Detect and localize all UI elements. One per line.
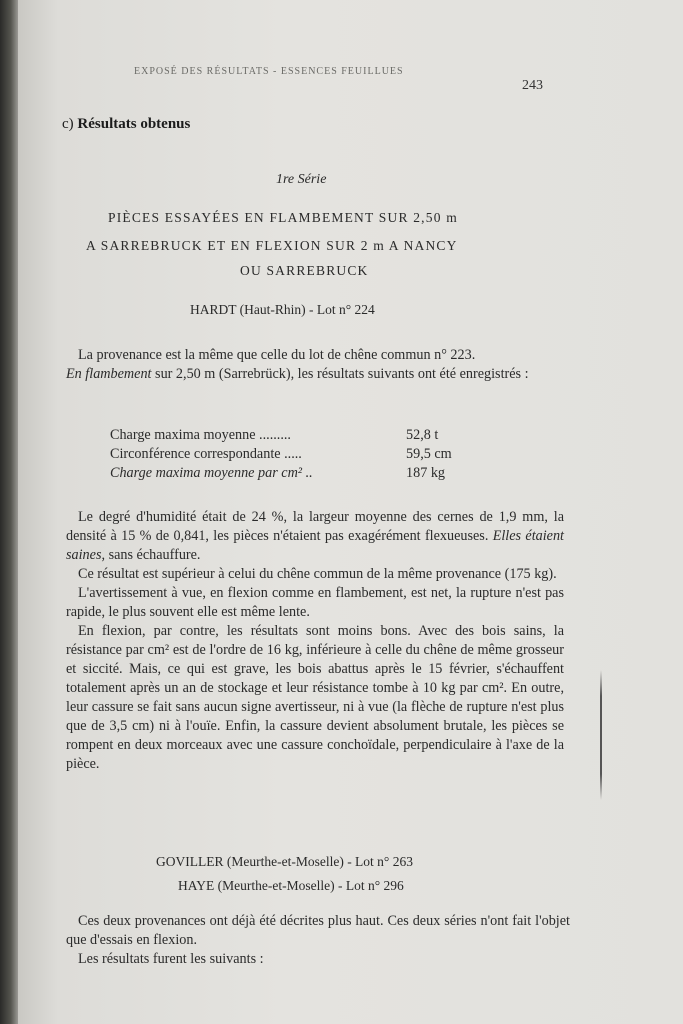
result-value: 59,5 cm	[406, 446, 452, 462]
book-gutter	[0, 0, 18, 1024]
flambement-rest: sur 2,50 m (Sarrebrück), les résultats suivants ont été enregistrés :	[151, 366, 529, 382]
paragraph-provenance-text: La provenance est la même que celle du lot de chêne commun n° 223.	[78, 347, 476, 363]
paragraph-provenances-text: Ces deux provenances ont déjà été décrites plus haut. Ces deux séries n'ont fait l'objet que d'essais en flexion.	[66, 913, 570, 948]
lot-heading-haye: HAYE (Meurthe-et-Moselle) - Lot n° 296	[178, 878, 404, 893]
main-heading-line-1: PIÈCES ESSAYÉES EN FLAMBEMENT SUR 2,50 m	[108, 210, 458, 225]
paragraph-provenance	[66, 346, 564, 384]
main-heading-line-2: A SARREBRUCK ET EN FLEXION SUR 2 m A NANCY	[86, 238, 458, 253]
paragraph-resultats-suivants: Les résultats furent les suivants :	[78, 951, 264, 967]
lot-heading-hardt: HARDT (Haut-Rhin) - Lot n° 224	[190, 302, 375, 317]
section-title-text: Résultats obtenus	[77, 116, 191, 132]
book-page	[18, 0, 683, 1024]
saines-italic: Elles étaient saines,	[66, 528, 565, 563]
result-value: 187 kg	[406, 465, 446, 481]
results-table	[110, 426, 490, 483]
result-label: Circonférence correspondante .....	[110, 446, 302, 462]
result-value: 52,8 t	[406, 427, 439, 443]
page-number: 243	[522, 78, 543, 93]
result-label: Charge maxima moyenne par cm² ..	[110, 465, 313, 481]
humidite-text-1: Le degré d'humidité était de 24 %, la largeur moyenne des cernes de 1,9 mm, la densité à 15 % de 0,841, les pièces n'étaient pas exagérément flexueuses.	[66, 509, 564, 544]
lot-heading-goviller: GOVILLER (Meurthe-et-Moselle) - Lot n° 263	[156, 854, 413, 869]
running-head: EXPOSÉ DES RÉSULTATS - ESSENCES FEUILLUES	[134, 66, 404, 77]
paragraph-humidite-text	[66, 508, 564, 565]
paragraph-avertissement: L'avertissement à vue, en flexion comme en flambement, est net, la rupture n'est pas rapide, le plus souvent elle est même lente.	[66, 585, 564, 620]
humidite-text-2: sans échauffure.	[105, 547, 201, 563]
paragraph-resultat: Ce résultat est supérieur à celui du chêne commun de la même provenance (175 kg).	[78, 566, 557, 582]
section-prefix: c)	[62, 116, 74, 132]
margin-pencil-mark	[600, 670, 602, 800]
section-title	[62, 116, 190, 133]
paragraph-provenances	[66, 912, 570, 969]
result-row	[110, 426, 490, 445]
paragraph-flexion: En flexion, par contre, les résultats sont moins bons. Avec des bois sains, la résistance par cm² est de l'ordre de 16 kg, inférieure à celle du chêne de même grosseur et siccité. Mais, ce qui est grave, les bois abattus après le 15 février, s'échauffent totalement après un an de stockage et leur résistance tombe à 10 kg par cm². En outre, leur cassure se fait sans aucun signe avertisseur, ni à vue (la flèche de rupture n'est plus que de 3,5 cm) ni à l'ouïe. Enfin, la cassure devient absolument brutale, les pièces se rompent en deux morceaux avec une cassure conchoïdale, perpendiculaire à l'axe de la pièce.	[66, 623, 564, 772]
result-row	[110, 445, 490, 464]
main-heading-line-3: OU SARREBRUCK	[240, 263, 369, 278]
serie-label: 1re Série	[276, 172, 327, 187]
flambement-italic: En flambement	[66, 366, 152, 382]
result-row	[110, 464, 490, 483]
result-label: Charge maxima moyenne .........	[110, 427, 291, 443]
paragraph-humidite	[66, 508, 564, 774]
